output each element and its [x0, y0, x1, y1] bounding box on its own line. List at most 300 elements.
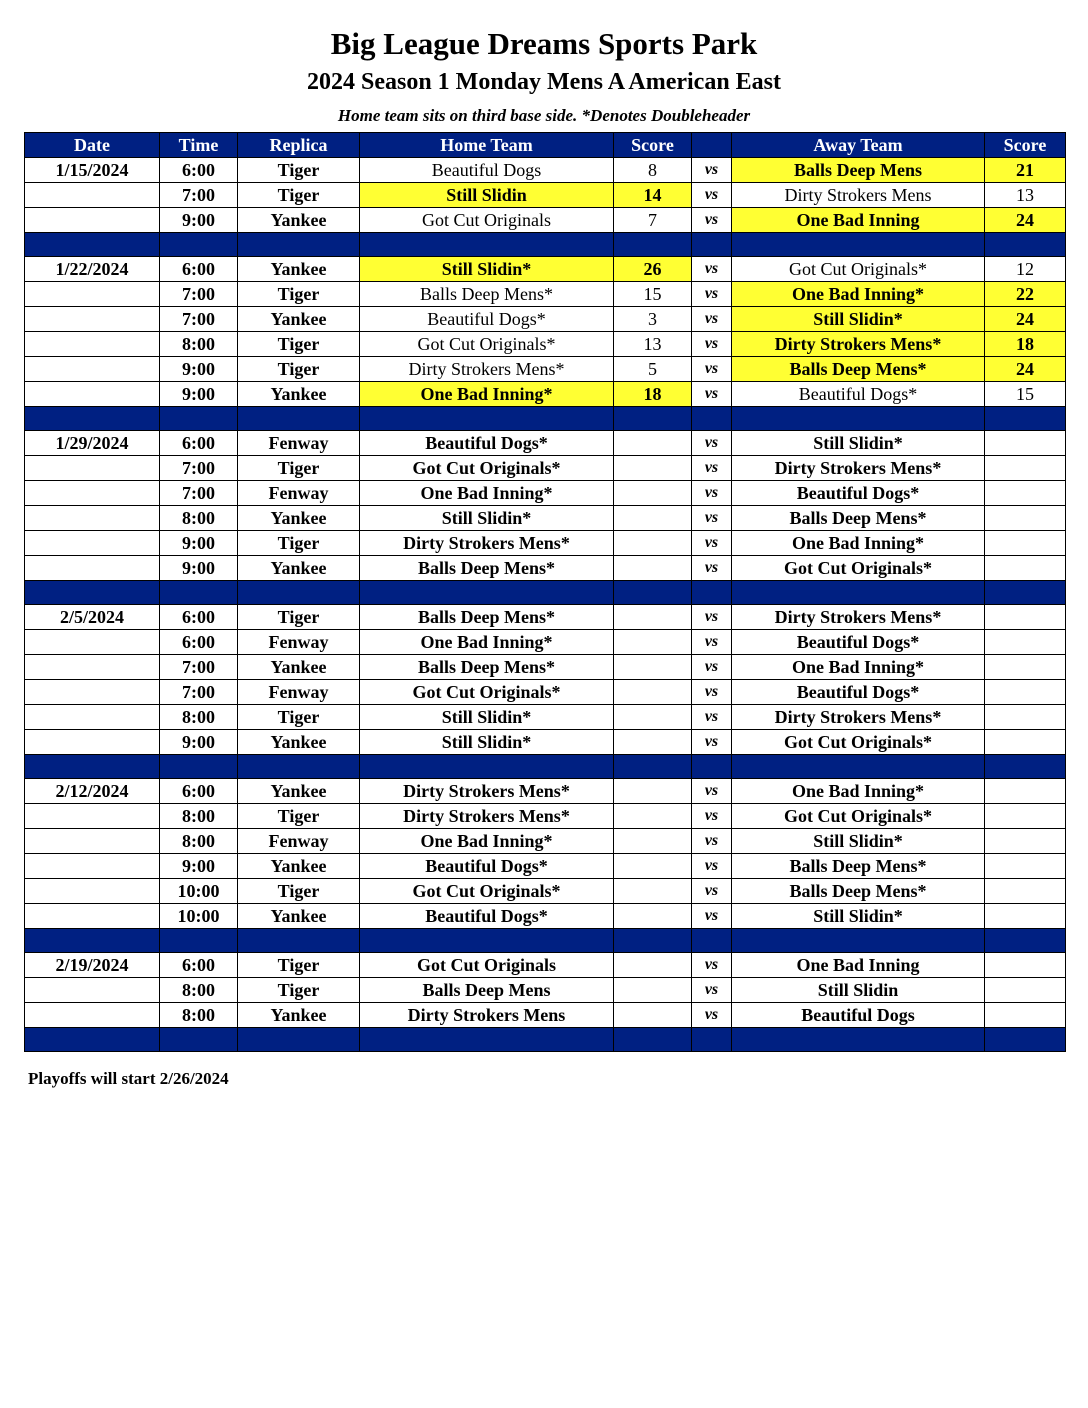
game-row: [25, 357, 1066, 382]
replica-cell: Tiger: [238, 158, 360, 183]
game-row: [25, 158, 1066, 183]
home-score-cell: [614, 779, 692, 804]
time-cell: 7:00: [160, 481, 238, 506]
vs-cell: vs: [692, 531, 732, 556]
time-cell: 9:00: [160, 382, 238, 407]
separator-cell: [160, 755, 238, 779]
game-row: [25, 257, 1066, 282]
date-cell: 1/22/2024: [25, 257, 160, 282]
game-row: [25, 904, 1066, 929]
separator-cell: [360, 233, 614, 257]
time-cell: 8:00: [160, 705, 238, 730]
vs-cell: vs: [692, 904, 732, 929]
game-row: [25, 183, 1066, 208]
separator-cell: [732, 1028, 985, 1052]
time-cell: 9:00: [160, 556, 238, 581]
home-team-cell: Still Slidin*: [360, 257, 614, 282]
home-score-cell: [614, 904, 692, 929]
separator-cell: [25, 929, 160, 953]
separator-cell: [360, 755, 614, 779]
time-cell: 10:00: [160, 904, 238, 929]
vs-cell: vs: [692, 605, 732, 630]
away-team-cell: One Bad Inning*: [732, 531, 985, 556]
vs-cell: vs: [692, 506, 732, 531]
col-time-header: Time: [160, 133, 238, 158]
separator-cell: [614, 929, 692, 953]
time-cell: 6:00: [160, 431, 238, 456]
game-row: [25, 879, 1066, 904]
home-score-cell: [614, 605, 692, 630]
separator-cell: [25, 755, 160, 779]
home-team-cell: Balls Deep Mens*: [360, 556, 614, 581]
vs-cell: vs: [692, 382, 732, 407]
home-team-cell: Dirty Strokers Mens*: [360, 531, 614, 556]
home-team-cell: Got Cut Originals*: [360, 680, 614, 705]
time-cell: 8:00: [160, 978, 238, 1003]
replica-cell: Tiger: [238, 605, 360, 630]
game-row: [25, 705, 1066, 730]
away-score-cell: [985, 456, 1066, 481]
date-cell: [25, 804, 160, 829]
game-row: [25, 282, 1066, 307]
date-cell: [25, 481, 160, 506]
separator-cell: [614, 1028, 692, 1052]
time-cell: 6:00: [160, 257, 238, 282]
replica-cell: Tiger: [238, 332, 360, 357]
home-team-cell: Still Slidin*: [360, 506, 614, 531]
date-cell: [25, 506, 160, 531]
separator-cell: [238, 407, 360, 431]
separator-cell: [360, 929, 614, 953]
home-score-cell: [614, 506, 692, 531]
replica-cell: Tiger: [238, 282, 360, 307]
time-cell: 6:00: [160, 953, 238, 978]
time-cell: 9:00: [160, 531, 238, 556]
away-team-cell: Balls Deep Mens*: [732, 506, 985, 531]
separator-cell: [160, 1028, 238, 1052]
home-score-cell: [614, 680, 692, 705]
home-score-cell: [614, 655, 692, 680]
separator-cell: [692, 755, 732, 779]
schedule-body: [25, 158, 1066, 1052]
time-cell: 9:00: [160, 730, 238, 755]
home-score-cell: 13: [614, 332, 692, 357]
week-separator: [25, 581, 1066, 605]
home-team-cell: Balls Deep Mens*: [360, 655, 614, 680]
replica-cell: Yankee: [238, 779, 360, 804]
replica-cell: Yankee: [238, 257, 360, 282]
home-team-cell: Dirty Strokers Mens*: [360, 357, 614, 382]
game-row: [25, 978, 1066, 1003]
time-cell: 8:00: [160, 804, 238, 829]
date-cell: [25, 655, 160, 680]
home-score-cell: [614, 978, 692, 1003]
date-cell: 2/12/2024: [25, 779, 160, 804]
playoffs-note: Playoffs will start 2/26/2024: [28, 1069, 229, 1088]
separator-cell: [25, 1028, 160, 1052]
home-team-cell: Balls Deep Mens*: [360, 605, 614, 630]
game-row: [25, 829, 1066, 854]
time-cell: 7:00: [160, 307, 238, 332]
separator-cell: [732, 581, 985, 605]
game-row: [25, 854, 1066, 879]
home-score-cell: [614, 705, 692, 730]
separator-cell: [25, 233, 160, 257]
away-team-cell: Got Cut Originals*: [732, 257, 985, 282]
date-cell: [25, 382, 160, 407]
replica-cell: Yankee: [238, 556, 360, 581]
vs-cell: vs: [692, 978, 732, 1003]
replica-cell: Fenway: [238, 630, 360, 655]
home-team-cell: One Bad Inning*: [360, 630, 614, 655]
separator-cell: [692, 407, 732, 431]
separator-cell: [985, 581, 1066, 605]
time-cell: 7:00: [160, 680, 238, 705]
vs-cell: vs: [692, 183, 732, 208]
vs-cell: vs: [692, 953, 732, 978]
vs-cell: vs: [692, 680, 732, 705]
replica-cell: Yankee: [238, 730, 360, 755]
separator-cell: [692, 929, 732, 953]
away-team-cell: Dirty Strokers Mens*: [732, 705, 985, 730]
away-score-cell: [985, 904, 1066, 929]
away-team-cell: Beautiful Dogs*: [732, 680, 985, 705]
away-score-cell: [985, 481, 1066, 506]
home-score-cell: [614, 630, 692, 655]
away-team-cell: Balls Deep Mens*: [732, 879, 985, 904]
away-team-cell: One Bad Inning*: [732, 779, 985, 804]
replica-cell: Yankee: [238, 506, 360, 531]
replica-cell: Fenway: [238, 680, 360, 705]
replica-cell: Tiger: [238, 978, 360, 1003]
away-score-cell: [985, 829, 1066, 854]
away-score-cell: [985, 978, 1066, 1003]
separator-cell: [985, 407, 1066, 431]
date-cell: [25, 307, 160, 332]
replica-cell: Fenway: [238, 481, 360, 506]
home-team-cell: Still Slidin*: [360, 705, 614, 730]
separator-cell: [238, 233, 360, 257]
away-team-cell: Dirty Strokers Mens: [732, 183, 985, 208]
game-row: [25, 556, 1066, 581]
separator-cell: [25, 581, 160, 605]
vs-cell: vs: [692, 332, 732, 357]
game-row: [25, 531, 1066, 556]
col-date-header: Date: [25, 133, 160, 158]
replica-cell: Yankee: [238, 1003, 360, 1028]
game-row: [25, 630, 1066, 655]
vs-cell: vs: [692, 257, 732, 282]
vs-cell: vs: [692, 829, 732, 854]
home-score-cell: 8: [614, 158, 692, 183]
game-row: [25, 655, 1066, 680]
away-team-cell: Balls Deep Mens: [732, 158, 985, 183]
away-score-cell: [985, 804, 1066, 829]
home-score-cell: 3: [614, 307, 692, 332]
away-team-cell: One Bad Inning: [732, 208, 985, 233]
date-cell: [25, 680, 160, 705]
separator-cell: [985, 755, 1066, 779]
game-row: [25, 208, 1066, 233]
home-team-cell: Balls Deep Mens*: [360, 282, 614, 307]
time-cell: 8:00: [160, 332, 238, 357]
time-cell: 8:00: [160, 1003, 238, 1028]
home-team-cell: One Bad Inning*: [360, 829, 614, 854]
away-score-cell: 24: [985, 307, 1066, 332]
away-score-cell: [985, 556, 1066, 581]
separator-cell: [614, 233, 692, 257]
game-row: [25, 506, 1066, 531]
home-team-cell: Got Cut Originals*: [360, 456, 614, 481]
date-cell: 1/29/2024: [25, 431, 160, 456]
vs-cell: vs: [692, 854, 732, 879]
time-cell: 6:00: [160, 158, 238, 183]
home-team-cell: One Bad Inning*: [360, 481, 614, 506]
time-cell: 6:00: [160, 605, 238, 630]
separator-cell: [238, 1028, 360, 1052]
away-team-cell: Still Slidin: [732, 978, 985, 1003]
home-score-cell: [614, 556, 692, 581]
away-score-cell: [985, 506, 1066, 531]
date-cell: [25, 829, 160, 854]
date-cell: [25, 904, 160, 929]
date-cell: 2/19/2024: [25, 953, 160, 978]
date-cell: [25, 879, 160, 904]
time-cell: 7:00: [160, 282, 238, 307]
away-team-cell: Dirty Strokers Mens*: [732, 456, 985, 481]
col-home-team-header: Home Team: [360, 133, 614, 158]
home-score-cell: [614, 456, 692, 481]
replica-cell: Tiger: [238, 804, 360, 829]
home-team-cell: Beautiful Dogs: [360, 158, 614, 183]
game-row: [25, 779, 1066, 804]
week-separator: [25, 929, 1066, 953]
home-team-cell: Still Slidin*: [360, 730, 614, 755]
home-score-cell: [614, 531, 692, 556]
away-team-cell: Beautiful Dogs*: [732, 481, 985, 506]
replica-cell: Yankee: [238, 208, 360, 233]
replica-cell: Tiger: [238, 357, 360, 382]
game-row: [25, 431, 1066, 456]
time-cell: 9:00: [160, 357, 238, 382]
week-separator: [25, 233, 1066, 257]
home-team-cell: Got Cut Originals*: [360, 879, 614, 904]
replica-cell: Yankee: [238, 382, 360, 407]
week-separator: [25, 407, 1066, 431]
game-row: [25, 382, 1066, 407]
week-separator: [25, 755, 1066, 779]
away-score-cell: [985, 531, 1066, 556]
separator-cell: [732, 233, 985, 257]
separator-cell: [238, 929, 360, 953]
game-row: [25, 332, 1066, 357]
away-team-cell: Beautiful Dogs: [732, 1003, 985, 1028]
time-cell: 8:00: [160, 829, 238, 854]
replica-cell: Tiger: [238, 879, 360, 904]
away-score-cell: [985, 730, 1066, 755]
away-team-cell: Beautiful Dogs*: [732, 630, 985, 655]
away-team-cell: One Bad Inning: [732, 953, 985, 978]
away-team-cell: Still Slidin*: [732, 829, 985, 854]
home-score-cell: [614, 481, 692, 506]
home-team-cell: Dirty Strokers Mens: [360, 1003, 614, 1028]
home-score-cell: [614, 829, 692, 854]
separator-cell: [614, 581, 692, 605]
away-score-cell: [985, 705, 1066, 730]
away-score-cell: 13: [985, 183, 1066, 208]
away-team-cell: One Bad Inning*: [732, 282, 985, 307]
separator-cell: [692, 1028, 732, 1052]
date-cell: [25, 854, 160, 879]
away-score-cell: 22: [985, 282, 1066, 307]
home-team-cell: Beautiful Dogs*: [360, 307, 614, 332]
game-row: [25, 1003, 1066, 1028]
vs-cell: vs: [692, 556, 732, 581]
date-cell: [25, 456, 160, 481]
game-row: [25, 680, 1066, 705]
replica-cell: Tiger: [238, 531, 360, 556]
game-row: [25, 804, 1066, 829]
away-score-cell: [985, 605, 1066, 630]
home-team-cell: Still Slidin: [360, 183, 614, 208]
separator-cell: [160, 581, 238, 605]
away-team-cell: Balls Deep Mens*: [732, 854, 985, 879]
home-score-cell: 14: [614, 183, 692, 208]
date-cell: 2/5/2024: [25, 605, 160, 630]
time-cell: 8:00: [160, 506, 238, 531]
game-row: [25, 481, 1066, 506]
replica-cell: Fenway: [238, 431, 360, 456]
time-cell: 7:00: [160, 655, 238, 680]
separator-cell: [160, 407, 238, 431]
vs-cell: vs: [692, 879, 732, 904]
week-separator: [25, 1028, 1066, 1052]
vs-cell: vs: [692, 456, 732, 481]
time-cell: 9:00: [160, 208, 238, 233]
date-cell: [25, 208, 160, 233]
home-score-cell: [614, 854, 692, 879]
vs-cell: vs: [692, 1003, 732, 1028]
col-replica-header: Replica: [238, 133, 360, 158]
vs-cell: vs: [692, 705, 732, 730]
away-score-cell: 21: [985, 158, 1066, 183]
page-title: Big League Dreams Sports Park: [330, 26, 758, 61]
home-score-cell: [614, 804, 692, 829]
separator-cell: [732, 407, 985, 431]
separator-cell: [160, 929, 238, 953]
home-team-cell: Dirty Strokers Mens*: [360, 779, 614, 804]
separator-cell: [732, 755, 985, 779]
replica-cell: Tiger: [238, 183, 360, 208]
away-team-cell: Beautiful Dogs*: [732, 382, 985, 407]
away-score-cell: 18: [985, 332, 1066, 357]
vs-cell: vs: [692, 307, 732, 332]
vs-cell: vs: [692, 481, 732, 506]
vs-cell: vs: [692, 208, 732, 233]
separator-cell: [692, 233, 732, 257]
col-home-score-header: Score: [614, 133, 692, 158]
away-team-cell: Still Slidin*: [732, 431, 985, 456]
separator-cell: [692, 581, 732, 605]
away-score-cell: [985, 1003, 1066, 1028]
separator-cell: [614, 755, 692, 779]
separator-cell: [238, 581, 360, 605]
away-team-cell: Still Slidin*: [732, 307, 985, 332]
home-team-cell: Got Cut Originals: [360, 953, 614, 978]
separator-cell: [238, 755, 360, 779]
home-score-cell: [614, 1003, 692, 1028]
col-away-score-header: Score: [985, 133, 1066, 158]
replica-cell: Tiger: [238, 705, 360, 730]
away-score-cell: [985, 879, 1066, 904]
away-score-cell: 12: [985, 257, 1066, 282]
schedule-note: Home team sits on third base side. *Denotes Doubleheader: [337, 106, 751, 125]
vs-cell: vs: [692, 730, 732, 755]
away-score-cell: [985, 431, 1066, 456]
game-row: [25, 605, 1066, 630]
schedule-table: [24, 132, 1066, 1052]
replica-cell: Yankee: [238, 655, 360, 680]
game-row: [25, 456, 1066, 481]
vs-cell: vs: [692, 630, 732, 655]
time-cell: 7:00: [160, 456, 238, 481]
separator-cell: [360, 1028, 614, 1052]
vs-cell: vs: [692, 804, 732, 829]
away-score-cell: [985, 854, 1066, 879]
separator-cell: [732, 929, 985, 953]
date-cell: [25, 978, 160, 1003]
time-cell: 10:00: [160, 879, 238, 904]
away-team-cell: Got Cut Originals*: [732, 804, 985, 829]
date-cell: [25, 556, 160, 581]
vs-cell: vs: [692, 655, 732, 680]
home-team-cell: Balls Deep Mens: [360, 978, 614, 1003]
home-team-cell: Got Cut Originals*: [360, 332, 614, 357]
page-subtitle: 2024 Season 1 Monday Mens A American East: [306, 69, 782, 95]
away-team-cell: Got Cut Originals*: [732, 556, 985, 581]
home-team-cell: Beautiful Dogs*: [360, 431, 614, 456]
home-score-cell: 18: [614, 382, 692, 407]
home-team-cell: Beautiful Dogs*: [360, 854, 614, 879]
separator-cell: [614, 407, 692, 431]
date-cell: [25, 630, 160, 655]
header-row: [25, 133, 1066, 158]
home-score-cell: [614, 730, 692, 755]
away-score-cell: [985, 655, 1066, 680]
away-score-cell: [985, 779, 1066, 804]
replica-cell: Yankee: [238, 307, 360, 332]
replica-cell: Fenway: [238, 829, 360, 854]
date-cell: [25, 282, 160, 307]
replica-cell: Yankee: [238, 904, 360, 929]
time-cell: 6:00: [160, 779, 238, 804]
home-team-cell: One Bad Inning*: [360, 382, 614, 407]
away-score-cell: 24: [985, 208, 1066, 233]
separator-cell: [985, 1028, 1066, 1052]
away-team-cell: Got Cut Originals*: [732, 730, 985, 755]
col-away-team-header: Away Team: [732, 133, 985, 158]
home-score-cell: 7: [614, 208, 692, 233]
time-cell: 7:00: [160, 183, 238, 208]
vs-cell: vs: [692, 282, 732, 307]
home-team-cell: Got Cut Originals: [360, 208, 614, 233]
replica-cell: Tiger: [238, 953, 360, 978]
vs-cell: vs: [692, 357, 732, 382]
game-row: [25, 953, 1066, 978]
date-cell: [25, 1003, 160, 1028]
date-cell: 1/15/2024: [25, 158, 160, 183]
date-cell: [25, 705, 160, 730]
